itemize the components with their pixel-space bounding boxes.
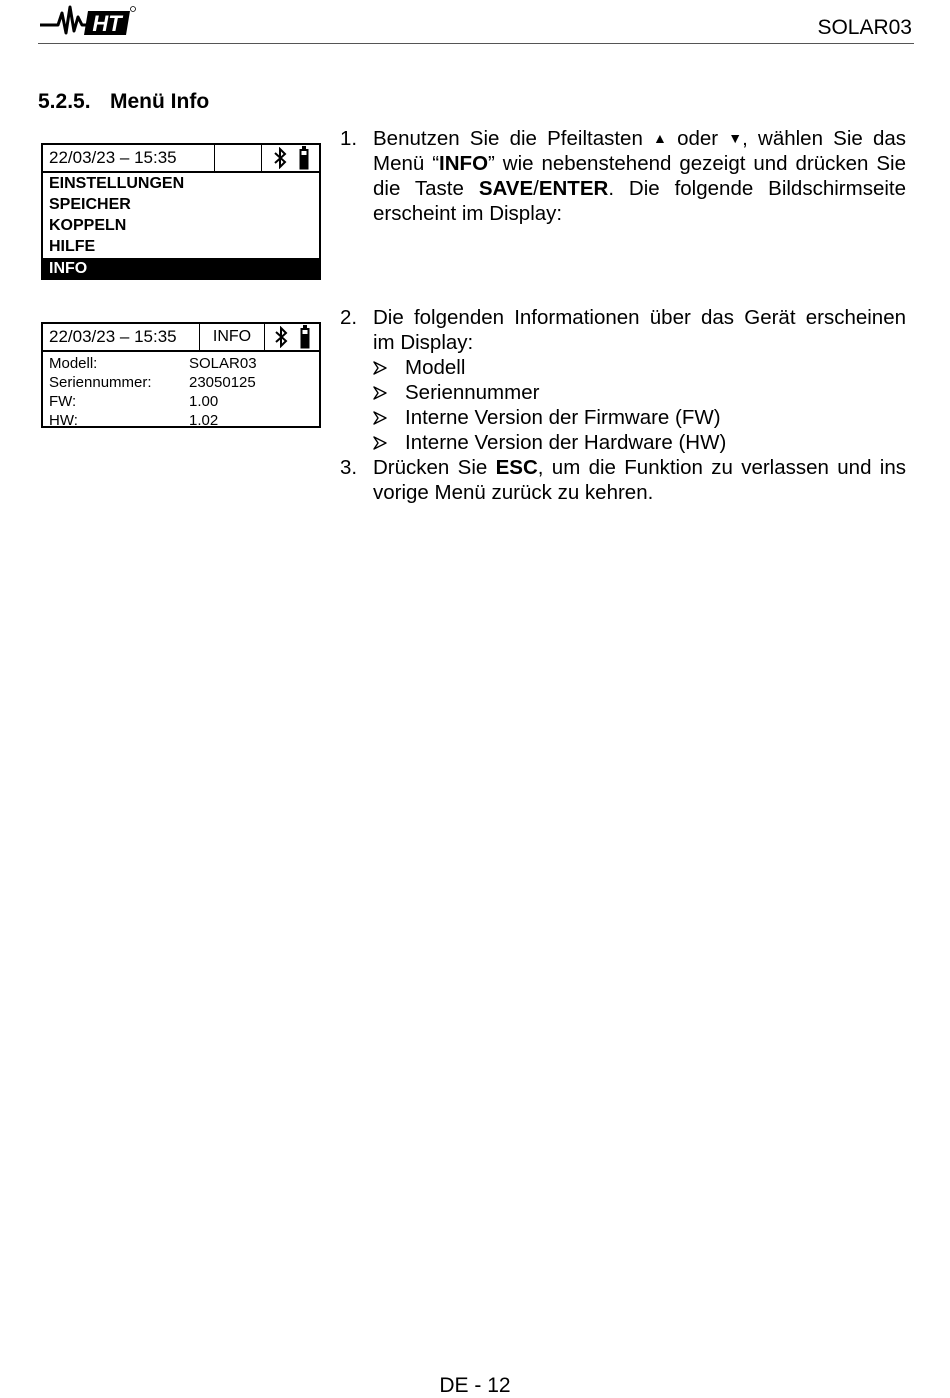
step-number: 1. [340,127,358,150]
bluetooth-icon [273,147,287,169]
section-number: 5.2.5. [38,90,91,113]
info-bullet-list [373,355,906,455]
info-row-hw [43,411,319,430]
header-divider [38,43,914,44]
instruction-step-3 [340,455,906,505]
status-empty-cell [215,145,262,171]
info-label: Seriennummer: [49,374,152,391]
menu-item-speicher[interactable]: SPEICHER [49,196,131,213]
section-heading [38,90,209,114]
list-item: Interne Version der Hardware (HW) [373,430,906,455]
datetime: 22/03/23 – 15:35 [49,327,177,346]
instruction-steps-2-3 [340,305,906,505]
status-bar [43,324,319,352]
list-item: Interne Version der Firmware (FW) [373,405,906,430]
menu-item-koppeln[interactable]: KOPPELN [49,217,127,234]
info-row-model [43,354,319,373]
instruction-step-2 [340,305,906,455]
device-screen-info [41,322,321,428]
status-icons [262,145,319,171]
arrowhead-bullet-icon [373,386,387,400]
status-icons [265,324,319,350]
info-label: Modell: [49,355,98,372]
bluetooth-icon [274,326,288,348]
step-number: 2. [340,306,358,329]
page-number: DE - 12 [439,1374,511,1397]
ht-logo [38,3,138,37]
info-table [43,352,319,430]
menu-item-info-selected[interactable]: INFO [43,258,319,279]
device-screen-menu [41,143,321,280]
section-title: Menü Info [110,90,210,113]
screen-title: INFO [199,324,265,350]
step-text: Benutzen Sie die Pfeiltasten ▲ oder ▼, wählen Sie das Menü “INFO” wie nebenstehend gezeigt und drücken Sie die Taste SAVE/ENTER. Die folgende Bildschirmseite erscheint im Display: [373,127,906,225]
datetime: 22/03/23 – 15:35 [43,145,215,171]
info-value: 1.00 [189,393,219,410]
arrowhead-bullet-icon [373,361,387,375]
info-label: FW: [49,393,77,410]
info-row-fw [43,392,319,411]
menu-item-einstellungen[interactable]: EINSTELLUNGEN [49,175,185,192]
list-item: Modell [373,355,906,380]
arrow-up-icon: ▲ [653,130,667,146]
info-value: SOLAR03 [189,355,257,372]
status-bar [43,145,319,173]
arrowhead-bullet-icon [373,411,387,425]
info-value: 1.02 [189,412,219,429]
battery-icon [299,146,309,170]
step-text: Drücken Sie ESC, um die Funktion zu verlassen und ins vorige Menü zurück zu kehren. [373,456,907,504]
main-menu [43,173,319,279]
info-row-serial [43,373,319,392]
list-item: Seriennummer [373,380,906,405]
step-text: Die folgenden Informationen über das Gerät erscheinen im Display: Modell Seriennummer Interne Version der Firmware (FW) Interne Version der Hardware (HW) [373,306,906,454]
instruction-step-1 [340,126,906,226]
step-number: 3. [340,456,358,479]
menu-item-hilfe[interactable]: HILFE [49,238,96,255]
info-value: 23050125 [189,374,256,391]
svg-text:HT: HT [92,11,122,36]
battery-icon [300,325,310,349]
arrow-down-icon: ▼ [728,130,743,146]
document-code: SOLAR03 [817,16,912,39]
arrowhead-bullet-icon [373,436,387,450]
info-label: HW: [49,412,78,429]
